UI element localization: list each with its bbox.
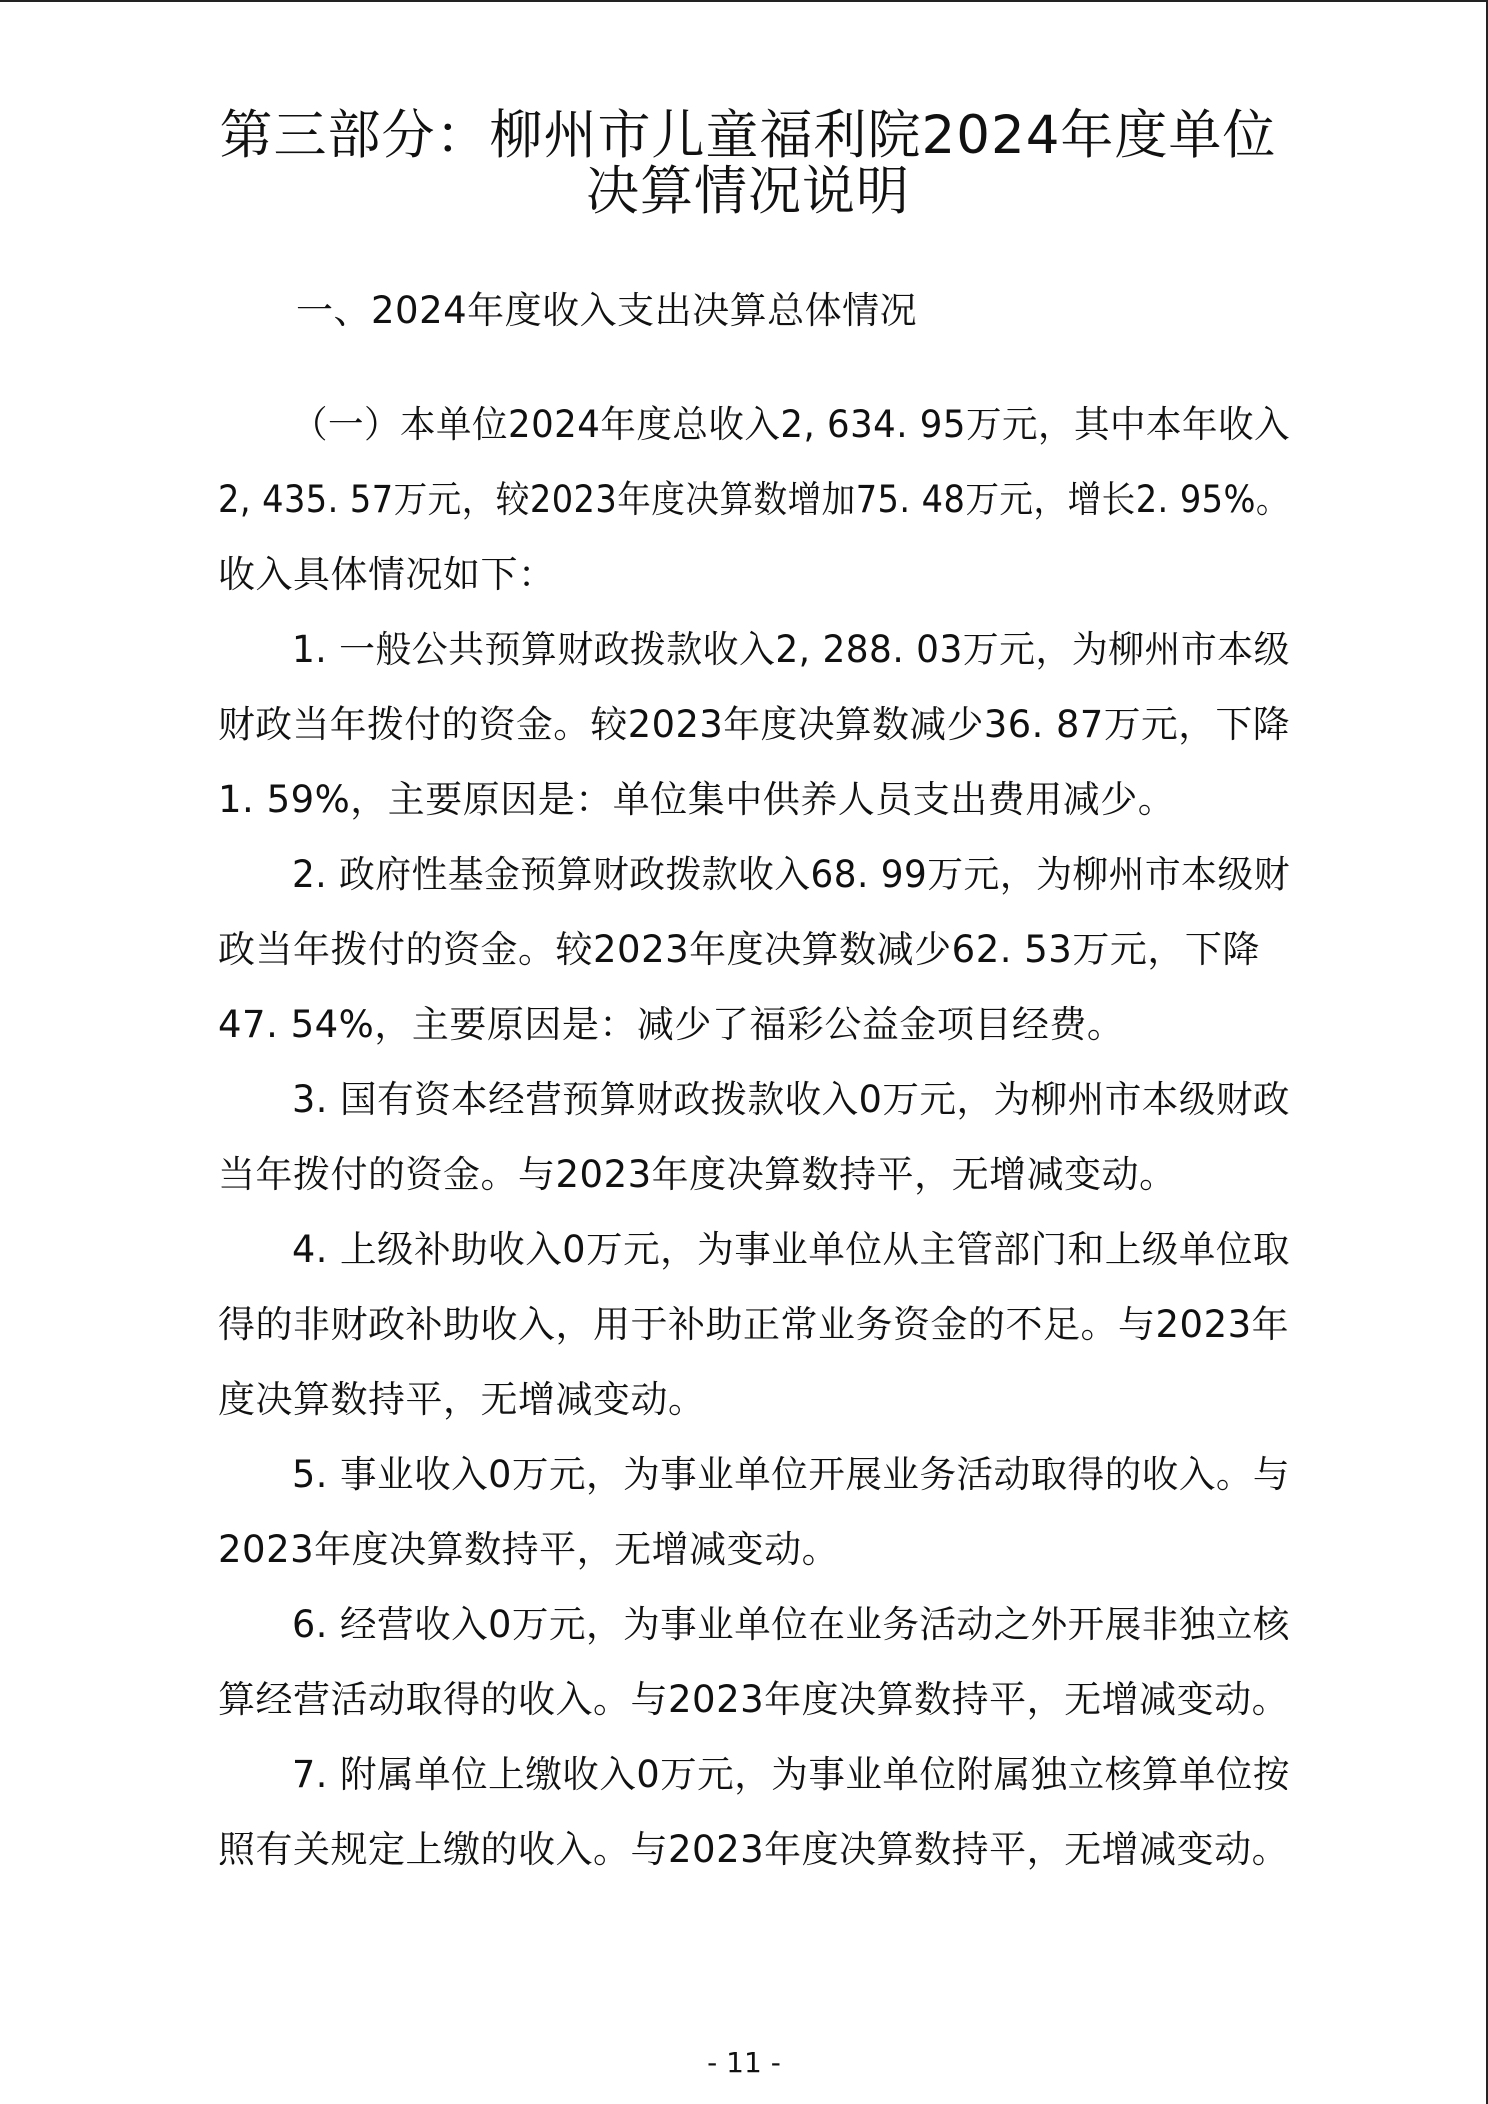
item-3-line-2: 当年拨付的资金。与2023年度决算数持平，无增减变动。 (218, 1153, 1177, 1196)
item-7-line-1: 7. 附属单位上缴收入0万元，为事业单位附属独立核算单位按 (292, 1753, 1290, 1796)
page-title-line-1: 第三部分：柳州市儿童福利院2024年度单位 (219, 105, 1277, 166)
item-6-line-2: 算经营活动取得的收入。与2023年度决算数持平，无增减变动。 (218, 1678, 1290, 1721)
item-4-line-3: 度决算数持平，无增减变动。 (218, 1378, 706, 1421)
item-1-line-3: 1. 59%，主要原因是：单位集中供养人员支出费用减少。 (218, 778, 1176, 821)
item-4-line-1: 4. 上级补助收入0万元，为事业单位从主管部门和上级单位取 (292, 1228, 1290, 1271)
item-3-line-1: 3. 国有资本经营预算财政拨款收入0万元，为柳州市本级财政 (292, 1078, 1290, 1121)
item-2-line-1: 2. 政府性基金预算财政拨款收入68. 99万元，为柳州市本级财 (292, 853, 1291, 896)
item-1-line-1: 1. 一般公共预算财政拨款收入2, 288. 03万元，为柳州市本级 (292, 628, 1290, 671)
item-6-line-1: 6. 经营收入0万元，为事业单位在业务活动之外开展非独立核 (292, 1603, 1290, 1646)
section-heading: 一、2024年度收入支出决算总体情况 (296, 289, 918, 332)
paragraph-1-line-2: 2, 435. 57万元，较2023年度决算数增加75. 48万元，增长2. 95%。 (218, 478, 1290, 521)
page-number: - 11 - (707, 2046, 781, 2079)
paragraph-1-line-3: 收入具体情况如下： (218, 553, 556, 596)
item-7-line-2: 照有关规定上缴的收入。与2023年度决算数持平，无增减变动。 (218, 1828, 1290, 1871)
item-4-line-2: 得的非财政补助收入，用于补助正常业务资金的不足。与2023年 (218, 1303, 1290, 1346)
paragraph-1-line-1: （一）本单位2024年度总收入2, 634. 95万元，其中本年收入 (292, 403, 1290, 446)
item-5-line-2: 2023年度决算数持平，无增减变动。 (218, 1528, 840, 1571)
item-1-line-2: 财政当年拨付的资金。较2023年度决算数减少36. 87万元，下降 (218, 703, 1291, 746)
item-2-line-3: 47. 54%，主要原因是：减少了福彩公益金项目经费。 (218, 1003, 1125, 1046)
item-2-line-2: 政当年拨付的资金。较2023年度决算数减少62. 53万元，下降 (218, 928, 1260, 971)
item-5-line-1: 5. 事业收入0万元，为事业单位开展业务活动取得的收入。与 (292, 1453, 1290, 1496)
page-title-line-2: 决算情况说明 (586, 161, 910, 222)
